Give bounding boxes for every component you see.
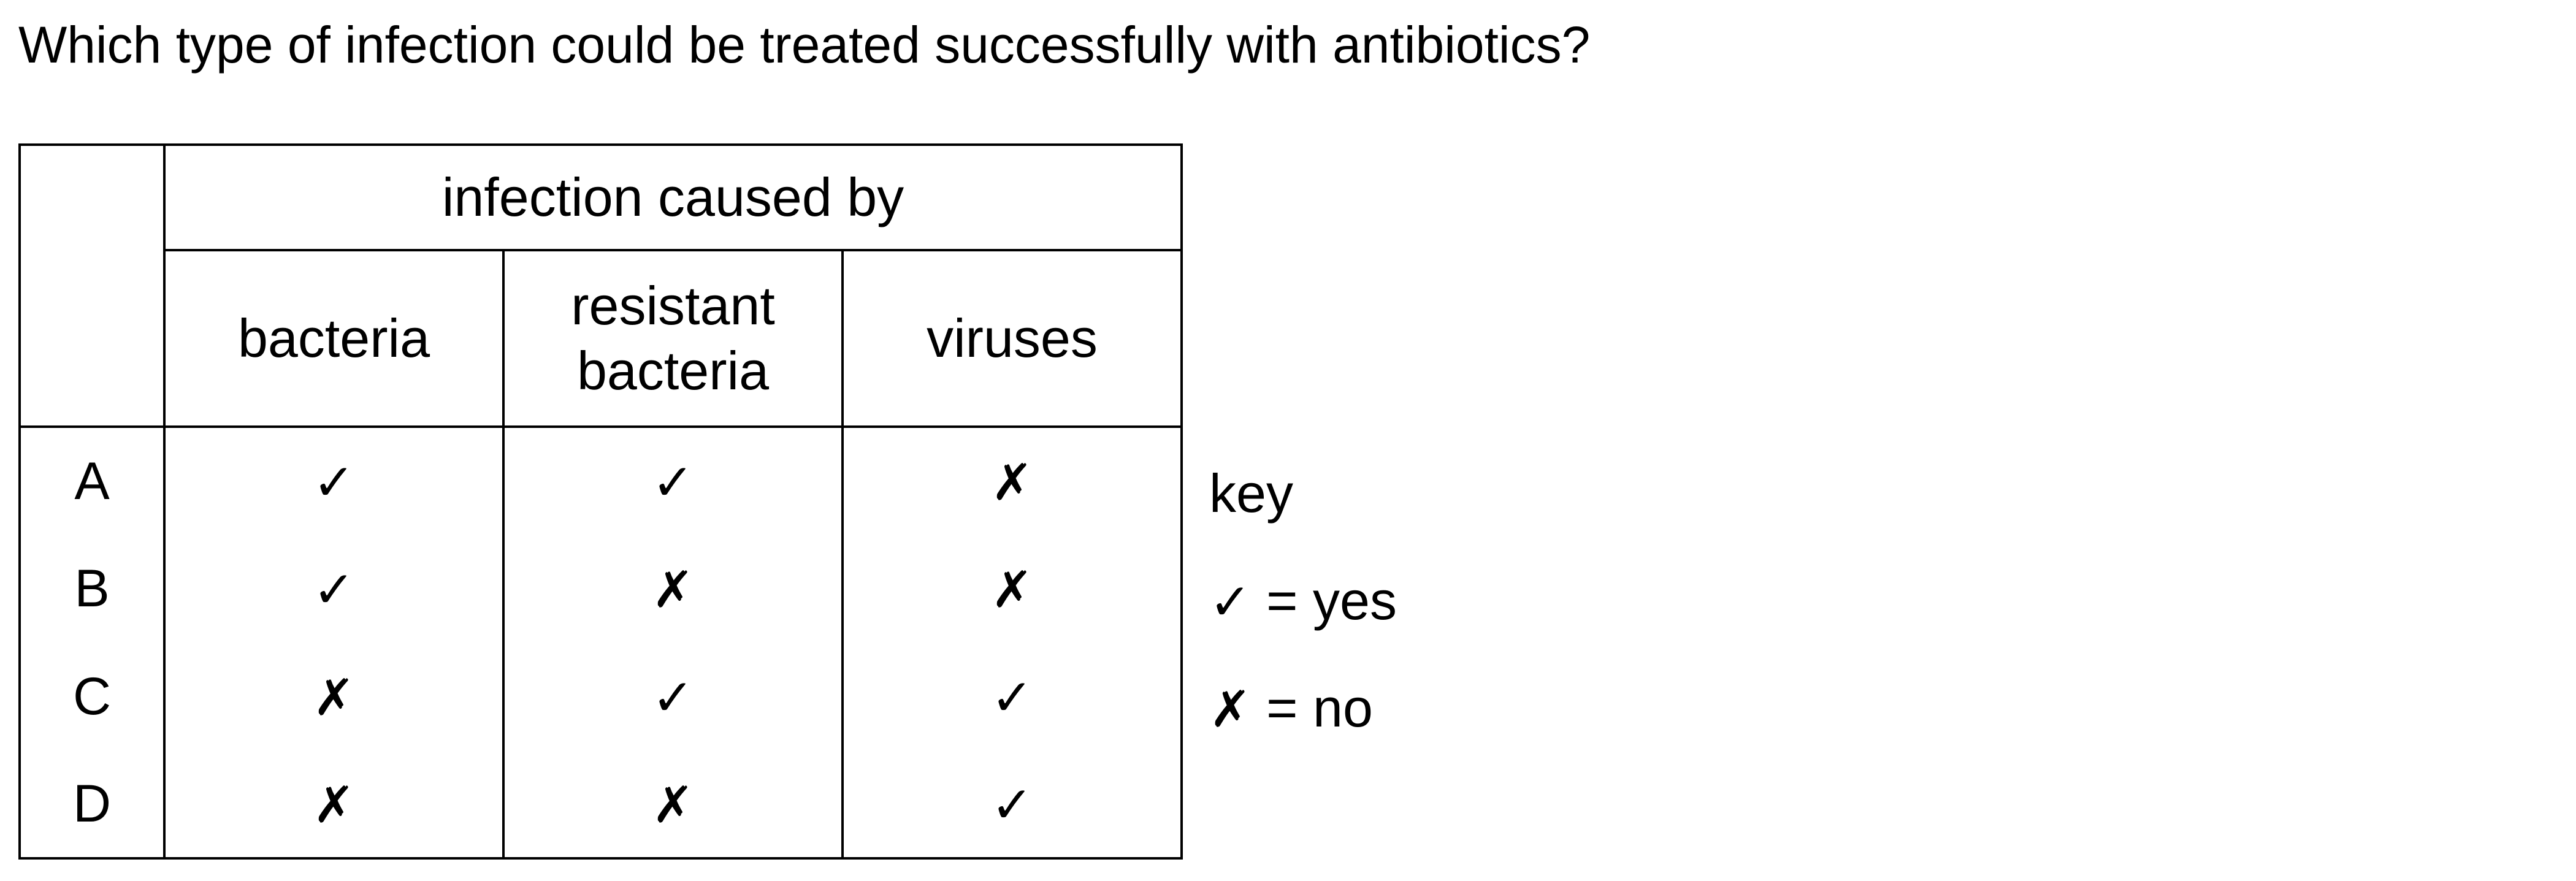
mark-icon: ✓ <box>652 454 694 512</box>
option-letter: A <box>20 427 164 535</box>
table-cell <box>503 750 843 858</box>
mark-icon: ✗ <box>652 776 694 834</box>
table-row <box>20 535 1182 643</box>
table-cell <box>843 535 1182 643</box>
column-header-bacteria <box>164 250 503 427</box>
key-title: key <box>1209 463 1293 524</box>
table-cell <box>843 643 1182 750</box>
question-text: Which type of infection could be treated successfully with antibiotics? <box>18 16 1591 74</box>
table-cell <box>164 427 503 535</box>
table-cell <box>503 535 843 643</box>
column-header-viruses <box>843 250 1182 427</box>
mark-icon: ✓ <box>991 669 1033 727</box>
cross-icon: ✗ <box>1209 681 1252 739</box>
table-cell <box>503 643 843 750</box>
table-row <box>20 427 1182 535</box>
key-no-text: = no <box>1266 677 1373 738</box>
table-cell <box>503 427 843 535</box>
answer-options-table <box>18 143 1183 860</box>
table-cell <box>164 535 503 643</box>
column-header-label-line2: bacteria <box>576 340 770 401</box>
option-letter: C <box>20 643 164 750</box>
option-letter: D <box>20 750 164 858</box>
key-yes <box>1209 567 1397 635</box>
check-icon: ✓ <box>1209 573 1252 631</box>
mark-icon: ✓ <box>652 669 694 727</box>
column-header-label: viruses <box>927 308 1098 368</box>
mark-icon: ✗ <box>313 776 355 834</box>
key-yes-text: = yes <box>1266 570 1397 631</box>
column-header-label: bacteria <box>237 308 430 368</box>
mark-icon: ✗ <box>991 454 1033 512</box>
key-no <box>1209 674 1373 742</box>
option-letter: B <box>20 535 164 643</box>
mark-icon: ✓ <box>313 454 355 512</box>
group-header: infection caused by <box>164 145 1182 250</box>
table-header-row <box>20 145 1182 250</box>
mark-icon: ✓ <box>991 776 1033 834</box>
empty-corner-cell <box>20 145 164 427</box>
mark-icon: ✓ <box>313 561 355 619</box>
column-header-label: resistant <box>571 275 775 336</box>
table-cell <box>843 750 1182 858</box>
mark-icon: ✗ <box>991 561 1033 619</box>
mark-icon: ✗ <box>313 669 355 727</box>
table-cell <box>843 427 1182 535</box>
mark-icon: ✗ <box>652 561 694 619</box>
table-row <box>20 643 1182 750</box>
column-header-resistant-bacteria <box>503 250 843 427</box>
table-cell <box>164 750 503 858</box>
table-cell <box>164 643 503 750</box>
table-subheader-row <box>20 250 1182 427</box>
table-row <box>20 750 1182 858</box>
